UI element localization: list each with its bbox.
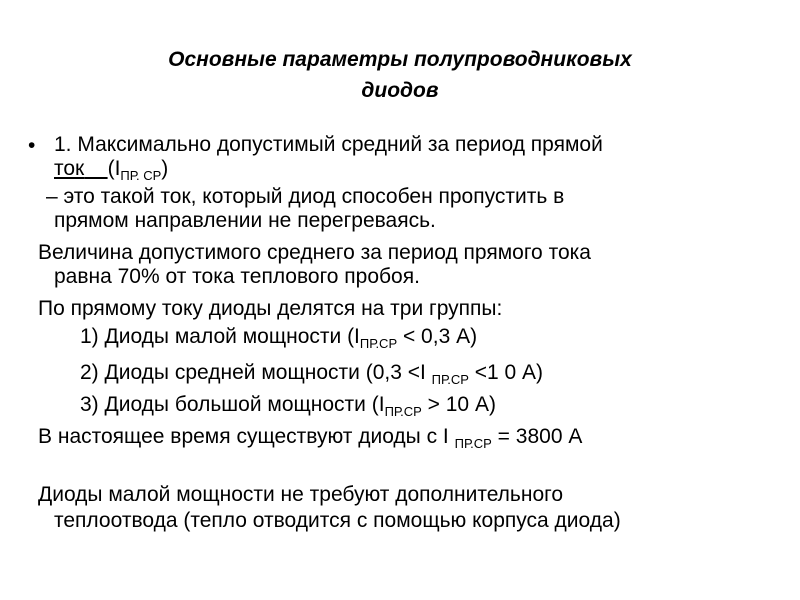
group-3-limit: > 10 А) — [421, 393, 496, 416]
value-line-2: равна 70% от тока теплового пробоя. — [54, 265, 420, 288]
current-line — [38, 424, 582, 450]
low-power-line-2: теплоотвода (тепло отводится с помощью корпуса диода) — [54, 509, 621, 532]
slide-title — [60, 44, 740, 106]
group-2-subscript: ПР.СР — [431, 372, 469, 387]
group-2-limit: <1 0 А) — [468, 361, 544, 384]
group-1-limit: < 0,3 А) — [397, 325, 478, 348]
item1-line-1: 1. Максимально допустимый средний за период прямой — [54, 133, 603, 156]
low-power-line-1: Диоды малой мощности не требуют дополнительного — [38, 483, 564, 506]
item1-paren-close: ) — [161, 157, 169, 180]
current-value: = 3800 А — [491, 425, 583, 448]
group-3-subscript: ПР.СР — [384, 404, 422, 419]
item1-paren-open: (I — [107, 157, 121, 180]
bullet-marker: • — [28, 134, 36, 157]
group-3-text: 3) Диоды большой мощности (I — [80, 393, 385, 416]
definition-line-1: – это такой ток, который диод способен пропустить в — [46, 185, 565, 208]
groups-intro: По прямому току диоды делятся на три группы: — [38, 297, 503, 320]
group-1-text: 1) Диоды малой мощности (I — [80, 325, 360, 348]
group-item-1 — [80, 324, 477, 350]
group-item-2 — [80, 360, 543, 386]
item1-word: ток — [54, 157, 85, 180]
group-1-subscript: ПР.СР — [359, 336, 398, 351]
current-text: В настоящее время существуют диоды с I — [38, 425, 455, 448]
item1-line-2 — [54, 156, 168, 182]
item1-gap — [84, 157, 107, 180]
value-line-1: Величина допустимого среднего за период прямого тока — [38, 241, 591, 264]
group-2-text: 2) Диоды средней мощности (0,3 <I — [80, 361, 432, 384]
definition-line-2: прямом направлении не перегреваясь. — [54, 209, 436, 232]
title-line-2: диодов — [361, 79, 439, 102]
title-line-1: Основные параметры полупроводниковых — [168, 48, 632, 71]
group-item-3 — [80, 392, 496, 418]
current-subscript: ПР.СР — [454, 436, 492, 451]
item1-subscript: ПР. СР — [120, 168, 162, 183]
item1-underlined-word — [54, 157, 108, 180]
